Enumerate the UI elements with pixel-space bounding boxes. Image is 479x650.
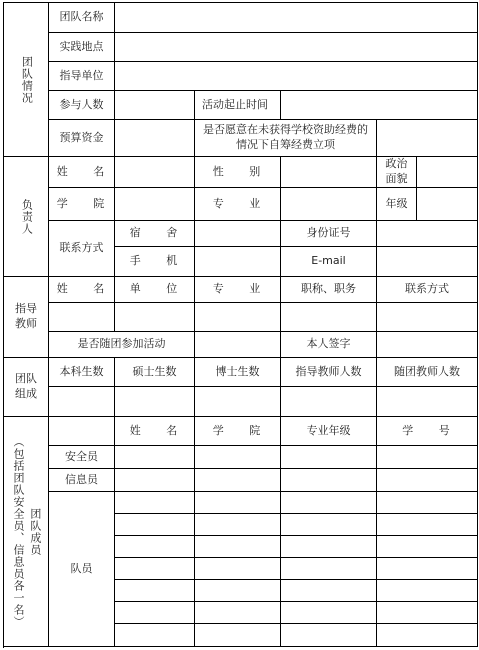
leader-major-label: 专 业 (195, 188, 281, 221)
member-college-field[interactable] (195, 602, 281, 624)
member-college-field[interactable] (195, 514, 281, 536)
advisor-title-field[interactable] (281, 303, 377, 332)
member-name-header: 姓 名 (115, 417, 195, 446)
advisor-unit-field[interactable] (115, 303, 195, 332)
leader-gender-field[interactable] (281, 157, 377, 188)
advisor-sign-label: 本人签字 (281, 332, 377, 358)
member-name-field[interactable] (115, 536, 195, 558)
leader-major-field[interactable] (281, 188, 377, 221)
team-section-label: 团队情况 (4, 3, 49, 157)
members-header-blank (49, 417, 115, 446)
location-label: 实践地点 (49, 33, 115, 62)
member-major-grade-field[interactable] (281, 492, 377, 514)
undergrad-count-field[interactable] (49, 387, 115, 417)
leader-id-field[interactable] (377, 221, 478, 247)
location-field[interactable] (115, 33, 478, 62)
member-major-grade-field[interactable] (281, 558, 377, 580)
member-college-field[interactable] (195, 469, 281, 492)
member-role-label: 队员 (49, 492, 115, 647)
advisor-name-label: 姓 名 (49, 277, 115, 303)
advisor-unit-label: 单 位 (115, 277, 195, 303)
phd-count-label: 博士生数 (195, 358, 281, 387)
member-id-header: 学 号 (377, 417, 478, 446)
member-major-grade-field[interactable] (281, 469, 377, 492)
member-student-id-field[interactable] (377, 469, 478, 492)
leader-phone-field[interactable] (195, 247, 281, 277)
info-officer-label: 信息员 (49, 469, 115, 492)
advisor-sign-field[interactable] (377, 332, 478, 358)
leader-section-label: 负责人 (4, 157, 49, 277)
master-count-field[interactable] (115, 387, 195, 417)
guide-unit-label: 指导单位 (49, 62, 115, 91)
members-section-label (4, 417, 49, 647)
team-name-field[interactable] (115, 3, 478, 33)
member-student-id-field[interactable] (377, 446, 478, 469)
advisor-section-label: 指导教师 (4, 277, 49, 358)
member-name-field[interactable] (115, 492, 195, 514)
leader-phone-label: 手 机 (115, 247, 195, 277)
leader-email-label: E-mail (281, 247, 377, 277)
leader-grade-field[interactable] (417, 188, 478, 221)
leader-id-label: 身份证号 (281, 221, 377, 247)
member-major-grade-field[interactable] (281, 536, 377, 558)
leader-email-field[interactable] (377, 247, 478, 277)
member-student-id-field[interactable] (377, 492, 478, 514)
advisor-name-field[interactable] (49, 303, 115, 332)
master-count-label: 硕士生数 (115, 358, 195, 387)
member-college-field[interactable] (195, 624, 281, 647)
member-major-grade-field[interactable] (281, 624, 377, 647)
undergrad-count-label: 本科生数 (49, 358, 115, 387)
leader-political-field[interactable] (417, 157, 478, 188)
members-section-note: （包括团队安全员、信息员各一名） (12, 435, 25, 628)
leader-dorm-label: 宿 舍 (115, 221, 195, 247)
member-student-id-field[interactable] (377, 558, 478, 580)
leader-college-label: 学 院 (49, 188, 115, 221)
member-name-field[interactable] (115, 558, 195, 580)
leader-name-label: 姓 名 (49, 157, 115, 188)
member-name-field[interactable] (115, 624, 195, 647)
guide-unit-field[interactable] (115, 62, 478, 91)
member-student-id-field[interactable] (377, 536, 478, 558)
member-college-header: 学 院 (195, 417, 281, 446)
advisor-major-field[interactable] (195, 303, 281, 332)
member-name-field[interactable] (115, 602, 195, 624)
member-major-header: 专业年级 (281, 417, 377, 446)
budget-label: 预算资金 (49, 120, 115, 157)
member-name-field[interactable] (115, 514, 195, 536)
member-college-field[interactable] (195, 580, 281, 602)
members-section-main: 团队成员 (28, 507, 42, 556)
member-college-field[interactable] (195, 492, 281, 514)
advisor-title-label: 职称、职务 (281, 277, 377, 303)
composition-section-label: 团队组成 (4, 358, 49, 417)
accompany-count-field[interactable] (377, 387, 478, 417)
member-name-field[interactable] (115, 580, 195, 602)
member-major-grade-field[interactable] (281, 446, 377, 469)
member-college-field[interactable] (195, 536, 281, 558)
application-form-table (3, 2, 478, 648)
member-major-grade-field[interactable] (281, 602, 377, 624)
member-name-field[interactable] (115, 469, 195, 492)
self-fund-question: 是否愿意在未获得学校资助经费的情况下自筹经费立项 (195, 120, 377, 157)
budget-field[interactable] (115, 120, 195, 157)
leader-political-label: 政治面貌 (377, 157, 417, 188)
member-student-id-field[interactable] (377, 580, 478, 602)
advisor-contact-label: 联系方式 (377, 277, 478, 303)
accompany-count-label: 随团教师人数 (377, 358, 478, 387)
member-major-grade-field[interactable] (281, 580, 377, 602)
leader-college-field[interactable] (115, 188, 195, 221)
leader-gender-label: 性 别 (195, 157, 281, 188)
member-student-id-field[interactable] (377, 624, 478, 647)
member-student-id-field[interactable] (377, 602, 478, 624)
participants-field[interactable] (115, 91, 195, 120)
participants-label: 参与人数 (49, 91, 115, 120)
period-label: 活动起止时间 (195, 91, 281, 120)
safety-officer-label: 安全员 (49, 446, 115, 469)
leader-dorm-field[interactable] (195, 221, 281, 247)
member-name-field[interactable] (115, 446, 195, 469)
advisor-contact-field[interactable] (377, 303, 478, 332)
period-field[interactable] (281, 91, 478, 120)
advisor-accompany-field[interactable] (195, 332, 281, 358)
advisor-count-label: 指导教师人数 (281, 358, 377, 387)
advisor-accompany-label: 是否随团参加活动 (49, 332, 195, 358)
member-student-id-field[interactable] (377, 514, 478, 536)
member-major-grade-field[interactable] (281, 514, 377, 536)
advisor-major-label: 专 业 (195, 277, 281, 303)
self-fund-field[interactable] (377, 120, 478, 157)
phd-count-field[interactable] (195, 387, 281, 417)
leader-name-field[interactable] (115, 157, 195, 188)
advisor-count-field[interactable] (281, 387, 377, 417)
member-college-field[interactable] (195, 558, 281, 580)
member-college-field[interactable] (195, 446, 281, 469)
team-name-label: 团队名称 (49, 3, 115, 33)
leader-grade-label: 年级 (377, 188, 417, 221)
leader-contact-label: 联系方式 (49, 221, 115, 277)
